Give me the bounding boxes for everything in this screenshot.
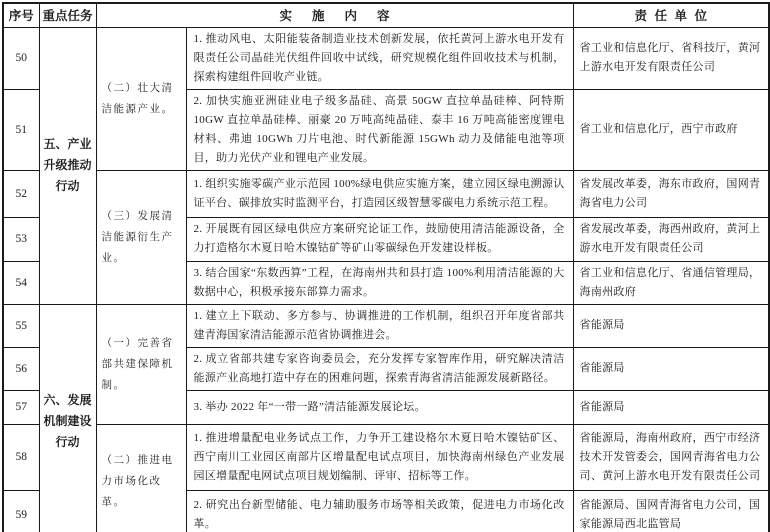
table-row-50 [3, 27, 769, 89]
row-56-content: 2. 成立省部共建专家咨询委员会，充分发挥专家智库作用，研究解决清洁能源产业高地打造中存在的困难问题，探索青海省清洁能源发展新路径。 [186, 347, 573, 390]
row-58-content: 1. 推进增量配电业务试点工作，力争开工建设格尔木夏日哈木镍钴矿区、西宁南川工业园区南部片区增量配电试点项目，加快海南州绿色产业发展园区增量配电网试点项目规划编制、评审、招标等工作。 [186, 424, 573, 490]
row-51-unit: 省工业和信息化厅，西宁市政府 [573, 89, 769, 170]
row-54-content: 3. 结合国家“东数西算”工程，在海南州共和县打造 100%利用清洁能源的大数据中心，积极承接东部算力需求。 [186, 261, 573, 304]
row-58-seq: 58 [3, 424, 39, 490]
row-55-content: 1. 建立上下联动、多方参与、协调推进的工作机制，组织召开年度省部共建青海国家清洁能源示范省协调推进会。 [186, 304, 573, 347]
row-54-unit: 省工业和信息化厅、省通信管理局，海南州政府 [573, 261, 769, 304]
subtask-power-market-reform: （二）推进电力市场化改革。 [96, 424, 186, 532]
header-unit: 责任单位 [573, 3, 769, 27]
table-row-55 [3, 304, 769, 347]
row-52-unit: 省发展改革委，海东市政府，国网青海省电力公司 [573, 170, 769, 217]
row-57-content: 3. 举办 2022 年“一带一路”清洁能源发展论坛。 [186, 390, 573, 424]
header-seq: 序号 [3, 3, 39, 27]
row-50-unit: 省工业和信息化厅、省科技厅，黄河上游水电开发有限责任公司 [573, 27, 769, 89]
row-57-seq: 57 [3, 390, 39, 424]
row-59-unit: 省能源局、国网青海省电力公司，国家能源局西北监管局 [573, 490, 769, 532]
row-58-unit: 省能源局，海南州政府，西宁市经济技术开发管委会，国网青海省电力公司、黄河上游水电开发有限责任公司 [573, 424, 769, 490]
row-57-unit: 省能源局 [573, 390, 769, 424]
row-56-seq: 56 [3, 347, 39, 390]
header-task: 重点任务 [39, 3, 96, 27]
table-header-row [3, 3, 769, 27]
header-content: 实施内容 [96, 3, 573, 27]
row-50-seq: 50 [3, 27, 39, 89]
table-row-52 [3, 170, 769, 217]
row-50-content: 1. 推动风电、太阳能装备制造业技术创新发展，依托黄河上游水电开发有限责任公司晶硅光伏组件回收中试线，研究规模化组件回收技术与机制，探索构建组件回收产业链。 [186, 27, 573, 89]
subtask-improve-guarantee-mechanism: （一）完善省部共建保障机制。 [96, 304, 186, 424]
task-table [2, 2, 770, 532]
row-59-content: 2. 研究出台新型储能、电力辅助服务市场等相关政策，促进电力市场化改革。 [186, 490, 573, 532]
row-54-seq: 54 [3, 261, 39, 304]
row-52-seq: 52 [3, 170, 39, 217]
subtask-grow-clean-energy-industry: （二）壮大清洁能源产业。 [96, 27, 186, 170]
row-52-content: 1. 组织实施零碳产业示范园 100%绿电供应实施方案，建立园区绿电溯源认证平台、碳排放实时监测平台，打造园区级智慧零碳电力系统示范工程。 [186, 170, 573, 217]
row-56-unit: 省能源局 [573, 347, 769, 390]
row-53-seq: 53 [3, 217, 39, 261]
row-59-seq: 59 [3, 490, 39, 532]
task-group-industry-upgrade: 五、产业升级推动行动 [39, 27, 96, 304]
task-group-mechanism-building: 六、发展机制建设行动 [39, 304, 96, 532]
row-53-content: 2. 开展既有园区绿电供应方案研究论证工作，鼓励使用清洁能源设备，全力打造格尔木夏日哈木镍钴矿等矿山零碳绿色开发建设样板。 [186, 217, 573, 261]
row-55-unit: 省能源局 [573, 304, 769, 347]
row-53-unit: 省发展改革委，海西州政府，黄河上游水电开发有限责任公司 [573, 217, 769, 261]
row-55-seq: 55 [3, 304, 39, 347]
subtask-develop-derivative-industry: （三）发展清洁能源衍生产业。 [96, 170, 186, 304]
row-51-content: 2. 加快实施亚洲硅业电子级多晶硅、高景 50GW 直拉单晶硅棒、阿特斯 10GW 直拉单晶硅棒、丽豪 20 万吨高纯晶硅、泰丰 16 万吨高能密度锂电材料、弗迪 10GWh 刀片电池、时代新能源 15GWh 动力及储能电池等项目，助力光伏产业和锂电产业发展。 [186, 89, 573, 170]
row-51-seq: 51 [3, 89, 39, 170]
table-row-58 [3, 424, 769, 490]
